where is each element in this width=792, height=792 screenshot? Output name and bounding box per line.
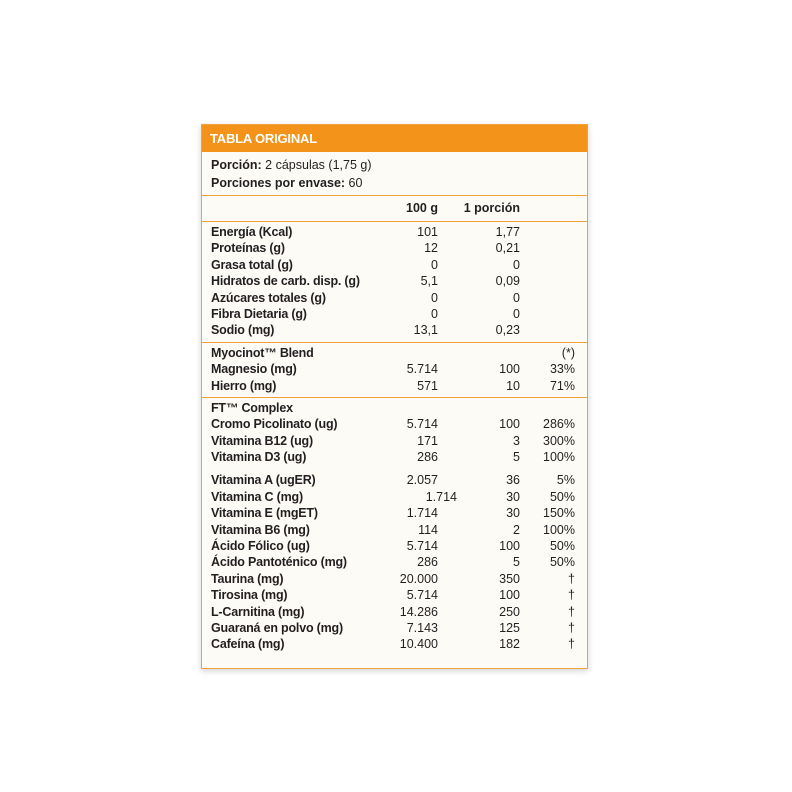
value-100g: 101: [417, 225, 438, 239]
nutrient-name: Guaraná en polvo (mg): [211, 620, 343, 635]
table-row: [202, 636, 587, 652]
myocinot-title-row: [202, 345, 587, 361]
value-100g: 5,1: [420, 274, 438, 289]
servings-value: 60: [345, 176, 363, 190]
serving-size: [211, 156, 578, 174]
nutrient-name: Vitamina B12 (ug): [211, 433, 313, 448]
value-percent: †: [568, 588, 575, 603]
value-percent: †: [568, 637, 575, 652]
value-percent: 300%: [543, 433, 575, 448]
table-row: [202, 306, 587, 322]
column-portion: 1 porción: [463, 201, 520, 215]
servings-label: Porciones por envase:: [211, 176, 346, 190]
value-100g: 114: [418, 522, 438, 537]
value-percent: 150%: [543, 506, 575, 521]
value-100g: 171: [417, 433, 438, 448]
value-100g: 13,1: [413, 323, 438, 338]
nutrient-name: Fibra Dietaria (g): [211, 306, 307, 321]
table-row: [202, 604, 587, 620]
nutrient-name: Cafeína (mg): [211, 637, 285, 652]
value-portion: 3: [513, 433, 520, 448]
value-100g: 5.714: [406, 588, 438, 603]
value-portion: 2: [513, 522, 520, 537]
table-row: [202, 505, 587, 521]
value-percent: 50%: [549, 555, 575, 570]
myocinot-note: (*): [561, 345, 575, 360]
nutrient-name: Cromo Picolinato (ug): [211, 417, 338, 432]
nutrient-name: Ácido Pantoténico (mg): [211, 555, 347, 570]
nutrient-name: Azúcares totales (g): [211, 290, 326, 305]
value-portion: 100: [499, 539, 520, 554]
ft-complex-section: [202, 398, 587, 656]
value-100g: 0: [431, 306, 438, 321]
table-row: [202, 620, 587, 636]
value-portion: 100: [499, 362, 520, 377]
value-percent: †: [568, 571, 575, 586]
servings-per-container: [211, 174, 578, 192]
value-portion: 100: [499, 417, 520, 432]
value-100g: 14.286: [399, 604, 438, 619]
value-percent: 33%: [549, 362, 575, 377]
value-portion: 125: [499, 620, 520, 635]
column-100g: 100 g: [406, 201, 438, 215]
ft-complex-title-row: [202, 400, 587, 416]
nutrition-table: [201, 124, 588, 669]
value-portion: 0,23: [495, 323, 520, 338]
value-portion: 5: [513, 555, 520, 570]
value-percent: †: [568, 620, 575, 635]
value-100g: 571: [417, 378, 438, 393]
serving-label: Porción:: [211, 158, 262, 172]
value-portion: 0,21: [495, 241, 520, 256]
value-100g: 20.000: [399, 571, 438, 586]
value-percent: 71%: [549, 378, 575, 393]
nutrition-section: [202, 222, 587, 343]
value-percent: †: [568, 604, 575, 619]
table-row: [202, 416, 587, 432]
ft-complex-title: FT™ Complex: [211, 400, 293, 415]
value-percent: 100%: [543, 450, 575, 465]
value-portion: 182: [499, 637, 520, 652]
value-100g: 10.400: [399, 637, 438, 652]
nutrient-name: Magnesio (mg): [211, 362, 297, 377]
nutrient-name: Tirosina (mg): [211, 588, 288, 603]
table-row: [202, 224, 587, 240]
serving-value: 2 cápsulas (1,75 g): [261, 158, 372, 172]
table-row: [202, 587, 587, 603]
nutrient-name: Proteínas (g): [211, 241, 285, 256]
table-row: [202, 449, 587, 465]
table-row: [202, 472, 587, 488]
table-row: [202, 433, 587, 449]
value-portion: 0: [513, 257, 520, 272]
nutrient-name: Vitamina A (ugER): [211, 473, 316, 488]
nutrient-name: Sodio (mg): [211, 323, 275, 338]
value-portion: 36: [506, 473, 520, 488]
myocinot-title: Myocinot™ Blend: [211, 345, 314, 360]
value-portion: 250: [499, 604, 520, 619]
nutrient-name: L-Carnitina (mg): [211, 604, 305, 619]
nutrient-name: Taurina (mg): [211, 571, 284, 586]
table-title: TABLA ORIGINAL: [202, 125, 587, 152]
value-percent: 50%: [549, 489, 575, 504]
value-100g: 5.714: [406, 539, 438, 554]
serving-info: [202, 152, 587, 196]
table-row: [202, 522, 587, 538]
value-portion: 0,09: [495, 274, 520, 289]
value-percent: 5%: [556, 473, 575, 488]
value-100g: 5.714: [406, 362, 438, 377]
nutrient-name: Grasa total (g): [211, 257, 293, 272]
value-100g: 286: [417, 450, 438, 465]
table-row: [202, 571, 587, 587]
table-row: [202, 378, 587, 394]
value-portion: 30: [506, 489, 520, 504]
value-100g: 0: [431, 257, 438, 272]
value-100g: 2.057: [406, 473, 438, 488]
value-percent: 50%: [549, 539, 575, 554]
table-row: [202, 290, 587, 306]
value-portion: 100: [499, 588, 520, 603]
value-100g: 5.714: [406, 417, 438, 432]
nutrient-name: Vitamina C (mg): [211, 489, 303, 504]
nutrient-name: Vitamina B6 (mg): [211, 522, 310, 537]
value-100g: 12: [424, 241, 438, 256]
value-portion: 10: [506, 378, 520, 393]
value-100g: 0: [431, 290, 438, 305]
value-portion: 0: [513, 290, 520, 305]
value-portion: 30: [506, 506, 520, 521]
nutrient-name: Energía (Kcal): [211, 225, 293, 239]
table-row: [202, 361, 587, 377]
value-portion: 350: [499, 571, 520, 586]
value-percent: 100%: [543, 522, 575, 537]
nutrient-name: Ácido Fólico (ug): [211, 539, 310, 554]
table-row: [202, 554, 587, 570]
table-row: [202, 489, 587, 505]
value-percent: 286%: [543, 417, 575, 432]
value-portion: 1,77: [495, 225, 520, 239]
table-row: [202, 240, 587, 256]
table-row: [202, 257, 587, 273]
column-header-row: [202, 198, 587, 218]
nutrient-name: Hidratos de carb. disp. (g): [211, 274, 360, 289]
nutrient-name: Vitamina D3 (ug): [211, 450, 307, 465]
nutrient-name: Hierro (mg): [211, 378, 277, 393]
value-100g: 1.714: [425, 489, 457, 504]
table-row: [202, 538, 587, 554]
column-header-section: [202, 196, 587, 222]
value-100g: 286: [417, 555, 438, 570]
value-portion: 5: [513, 450, 520, 465]
myocinot-section: [202, 343, 587, 398]
value-100g: 1.714: [406, 506, 438, 521]
table-row: [202, 322, 587, 338]
value-portion: 0: [513, 306, 520, 321]
table-row: [202, 273, 587, 289]
nutrient-name: Vitamina E (mgET): [211, 506, 318, 521]
value-100g: 7.143: [406, 620, 438, 635]
